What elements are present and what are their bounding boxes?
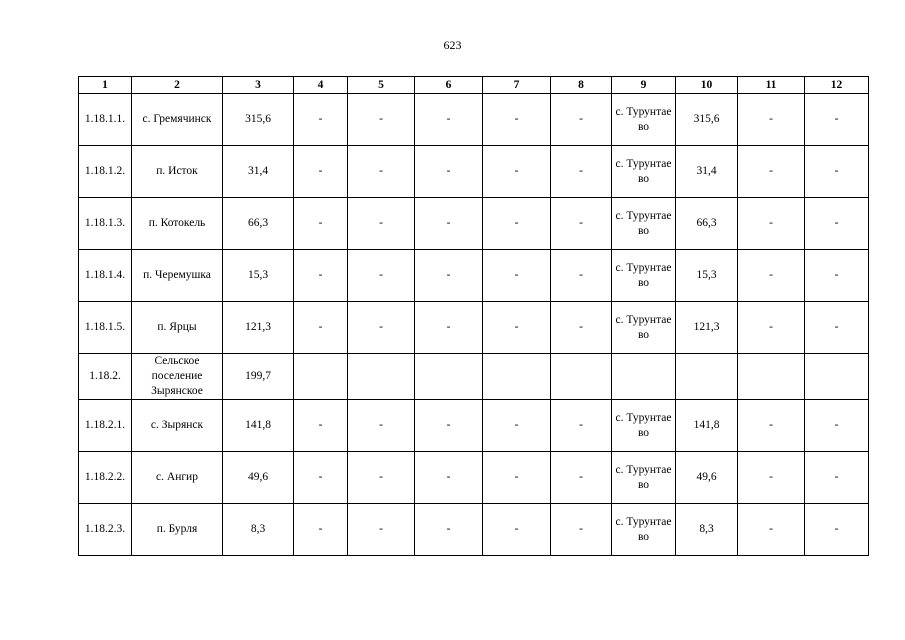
table-cell-col-11: - — [738, 250, 805, 302]
table-cell-col-1: 1.18.2.1. — [79, 400, 132, 452]
table-cell-col-12: - — [805, 94, 869, 146]
table-cell-col-11: - — [738, 400, 805, 452]
column-header: 8 — [551, 77, 612, 94]
table-cell-col-11: - — [738, 94, 805, 146]
data-table — [78, 76, 869, 556]
table-cell-col-10: 49,6 — [676, 452, 738, 504]
table-cell-col-5: - — [348, 146, 415, 198]
table-cell-col-10: 15,3 — [676, 250, 738, 302]
table-row — [79, 504, 869, 556]
table-cell-col-12 — [805, 354, 869, 400]
table-cell-col-9: с. Турунтаево — [612, 250, 676, 302]
table-cell-col-3: 49,6 — [223, 452, 294, 504]
table-cell-col-11: - — [738, 504, 805, 556]
table-row — [79, 250, 869, 302]
table-cell-col-10 — [676, 354, 738, 400]
table-cell-col-9: с. Турунтаево — [612, 452, 676, 504]
table-cell-col-1: 1.18.1.2. — [79, 146, 132, 198]
table-cell-col-4: - — [294, 250, 348, 302]
table-cell-col-7: - — [483, 146, 551, 198]
column-header: 1 — [79, 77, 132, 94]
table-cell-col-5 — [348, 354, 415, 400]
table-cell-col-4: - — [294, 400, 348, 452]
table-cell-col-3: 141,8 — [223, 400, 294, 452]
table-cell-col-9: с. Турунтаево — [612, 504, 676, 556]
table-cell-col-4: - — [294, 94, 348, 146]
table-cell-col-10: 315,6 — [676, 94, 738, 146]
table-cell-col-6: - — [415, 146, 483, 198]
table-cell-col-7: - — [483, 250, 551, 302]
table-cell-col-6: - — [415, 504, 483, 556]
table-row — [79, 354, 869, 400]
table-cell-col-8: - — [551, 198, 612, 250]
table-cell-col-1: 1.18.2.3. — [79, 504, 132, 556]
table-row — [79, 94, 869, 146]
table-cell-col-6: - — [415, 250, 483, 302]
table-cell-col-3: 31,4 — [223, 146, 294, 198]
table-cell-col-5: - — [348, 400, 415, 452]
column-header: 3 — [223, 77, 294, 94]
table-cell-col-10: 66,3 — [676, 198, 738, 250]
table-cell-col-2: с. Ангир — [132, 452, 223, 504]
table-cell-col-4: - — [294, 504, 348, 556]
column-header: 12 — [805, 77, 869, 94]
table-cell-col-7: - — [483, 198, 551, 250]
table-cell-col-9: с. Турунтаево — [612, 400, 676, 452]
table-cell-col-4 — [294, 354, 348, 400]
table-cell-col-11: - — [738, 452, 805, 504]
table-cell-col-2: с. Гремячинск — [132, 94, 223, 146]
table-cell-col-4: - — [294, 452, 348, 504]
table-cell-col-6: - — [415, 302, 483, 354]
table-cell-col-4: - — [294, 146, 348, 198]
table-cell-col-12: - — [805, 250, 869, 302]
table-cell-col-9: с. Турунтаево — [612, 94, 676, 146]
table-cell-col-2: с. Зырянск — [132, 400, 223, 452]
page-number: 623 — [443, 38, 462, 52]
table-cell-col-12: - — [805, 504, 869, 556]
table-cell-col-9 — [612, 354, 676, 400]
table-cell-col-6: - — [415, 94, 483, 146]
table-cell-col-10: 121,3 — [676, 302, 738, 354]
header-row — [79, 77, 869, 94]
table-cell-col-3: 66,3 — [223, 198, 294, 250]
table-cell-col-2: п. Бурля — [132, 504, 223, 556]
table-cell-col-7: - — [483, 302, 551, 354]
table-cell-col-5: - — [348, 198, 415, 250]
table-cell-col-1: 1.18.1.5. — [79, 302, 132, 354]
table-cell-col-8: - — [551, 94, 612, 146]
table-cell-col-12: - — [805, 400, 869, 452]
column-header: 11 — [738, 77, 805, 94]
table-cell-col-2: п. Ярцы — [132, 302, 223, 354]
table-cell-col-12: - — [805, 452, 869, 504]
table-cell-col-2: п. Исток — [132, 146, 223, 198]
table-cell-col-10: 141,8 — [676, 400, 738, 452]
table-cell-col-10: 31,4 — [676, 146, 738, 198]
table-cell-col-3: 121,3 — [223, 302, 294, 354]
table-cell-col-5: - — [348, 452, 415, 504]
column-header: 2 — [132, 77, 223, 94]
table-cell-col-6: - — [415, 198, 483, 250]
column-header: 6 — [415, 77, 483, 94]
column-header: 5 — [348, 77, 415, 94]
table-cell-col-5: - — [348, 94, 415, 146]
table-row — [79, 198, 869, 250]
table-cell-col-5: - — [348, 302, 415, 354]
table-cell-col-8 — [551, 354, 612, 400]
table-cell-col-7: - — [483, 94, 551, 146]
table-cell-col-7: - — [483, 452, 551, 504]
table-row — [79, 452, 869, 504]
column-header: 9 — [612, 77, 676, 94]
table-cell-col-3: 8,3 — [223, 504, 294, 556]
table-cell-col-1: 1.18.1.4. — [79, 250, 132, 302]
column-header: 10 — [676, 77, 738, 94]
table-cell-col-12: - — [805, 198, 869, 250]
table-cell-col-1: 1.18.1.1. — [79, 94, 132, 146]
table-cell-col-12: - — [805, 302, 869, 354]
table-cell-col-3: 15,3 — [223, 250, 294, 302]
table-cell-col-1: 1.18.1.3. — [79, 198, 132, 250]
table-cell-col-7: - — [483, 504, 551, 556]
table-cell-col-10: 8,3 — [676, 504, 738, 556]
table-cell-col-9: с. Турунтаево — [612, 146, 676, 198]
table-cell-col-8: - — [551, 400, 612, 452]
table-cell-col-6: - — [415, 452, 483, 504]
table-cell-col-4: - — [294, 198, 348, 250]
table-row — [79, 302, 869, 354]
table-cell-col-11: - — [738, 146, 805, 198]
table-cell-col-8: - — [551, 302, 612, 354]
table-cell-col-1: 1.18.2.2. — [79, 452, 132, 504]
table-cell-col-8: - — [551, 250, 612, 302]
table-cell-col-9: с. Турунтаево — [612, 302, 676, 354]
column-header: 7 — [483, 77, 551, 94]
table-cell-col-8: - — [551, 504, 612, 556]
table-row — [79, 400, 869, 452]
table-cell-col-4: - — [294, 302, 348, 354]
table-cell-col-7 — [483, 354, 551, 400]
table-cell-col-2: Сельское поселение Зырянское — [132, 354, 223, 400]
table-cell-col-8: - — [551, 146, 612, 198]
table-cell-col-7: - — [483, 400, 551, 452]
table-cell-col-1: 1.18.2. — [79, 354, 132, 400]
table-cell-col-11 — [738, 354, 805, 400]
table-cell-col-2: п. Черемушка — [132, 250, 223, 302]
table-cell-col-5: - — [348, 250, 415, 302]
table-cell-col-8: - — [551, 452, 612, 504]
table-cell-col-2: п. Котокель — [132, 198, 223, 250]
table-row — [79, 146, 869, 198]
table-cell-col-9: с. Турунтаево — [612, 198, 676, 250]
table-cell-col-11: - — [738, 198, 805, 250]
table-cell-col-3: 315,6 — [223, 94, 294, 146]
table-cell-col-5: - — [348, 504, 415, 556]
table-cell-col-3: 199,7 — [223, 354, 294, 400]
table-cell-col-11: - — [738, 302, 805, 354]
column-header: 4 — [294, 77, 348, 94]
table-cell-col-6 — [415, 354, 483, 400]
table-cell-col-6: - — [415, 400, 483, 452]
table-cell-col-12: - — [805, 146, 869, 198]
